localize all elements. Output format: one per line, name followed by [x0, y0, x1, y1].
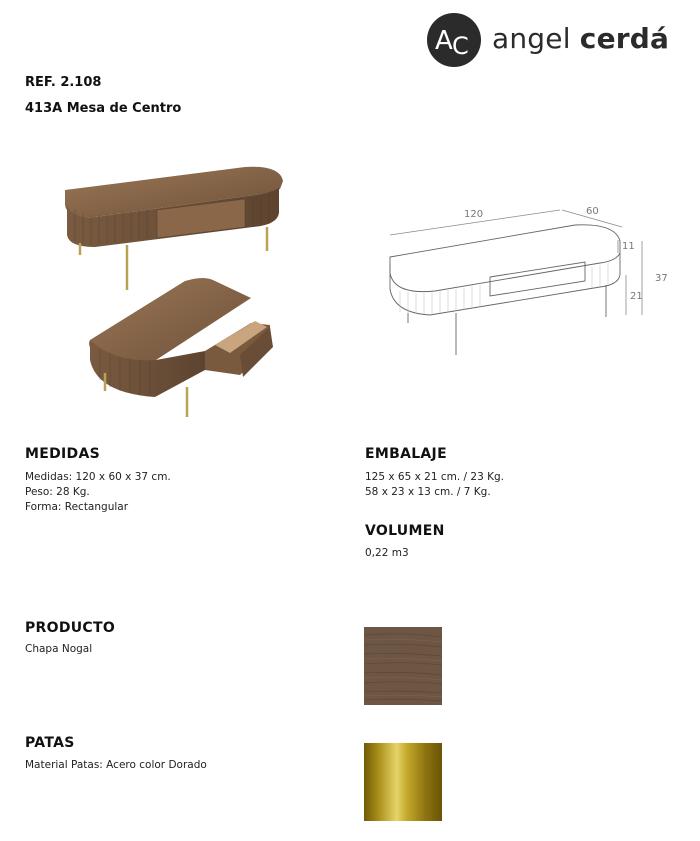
logo-wordmark — [492, 22, 669, 55]
product-model: 413A Mesa de Centro — [25, 101, 182, 116]
medidas-shape: Forma: Rectangular — [25, 501, 129, 513]
logo-monogram — [426, 12, 482, 68]
medidas-heading: MEDIDAS — [25, 446, 100, 462]
patas-material: Material Patas: Acero color Dorado — [25, 759, 207, 771]
dim-height-label: 37 — [655, 273, 668, 284]
dim-depth-label: 60 — [586, 206, 599, 217]
embalaje-list — [365, 470, 504, 500]
producto-heading: PRODUCTO — [25, 620, 116, 636]
table-photo-closed — [65, 167, 283, 290]
dim-width-label: 120 — [464, 209, 484, 220]
medidas-dimensions: Medidas: 120 x 60 x 37 cm. — [25, 471, 171, 483]
logo-word-angel: angel — [492, 22, 580, 55]
technical-drawing — [380, 195, 680, 365]
logo-letter-a: A — [435, 26, 453, 56]
medidas-weight: Peso: 28 Kg. — [25, 486, 90, 498]
embalaje-package-1: 125 x 65 x 21 cm. / 23 Kg. — [365, 471, 505, 483]
embalaje-heading: EMBALAJE — [365, 446, 447, 462]
patas-heading: PATAS — [25, 735, 75, 751]
volumen-heading: VOLUMEN — [365, 523, 445, 539]
producto-material: Chapa Nogal — [25, 643, 93, 655]
medidas-list — [25, 470, 171, 515]
table-ribs — [400, 263, 608, 314]
embalaje-package-2: 58 x 23 x 13 cm. / 7 Kg. — [365, 486, 491, 498]
product-photos — [55, 155, 295, 425]
volumen-value: 0,22 m3 — [365, 547, 409, 559]
gold-swatch — [364, 743, 442, 821]
logo-word-cerda: cerdá — [579, 22, 670, 55]
dim-leg-label: 21 — [630, 291, 643, 302]
logo-letter-c: C — [452, 32, 469, 60]
walnut-swatch — [364, 627, 442, 705]
dim-top-label: 11 — [622, 241, 635, 252]
product-reference: REF. 2.108 — [25, 75, 102, 90]
table-outline — [390, 225, 620, 355]
table-photo-open — [89, 278, 273, 417]
brand-logo — [426, 12, 688, 68]
